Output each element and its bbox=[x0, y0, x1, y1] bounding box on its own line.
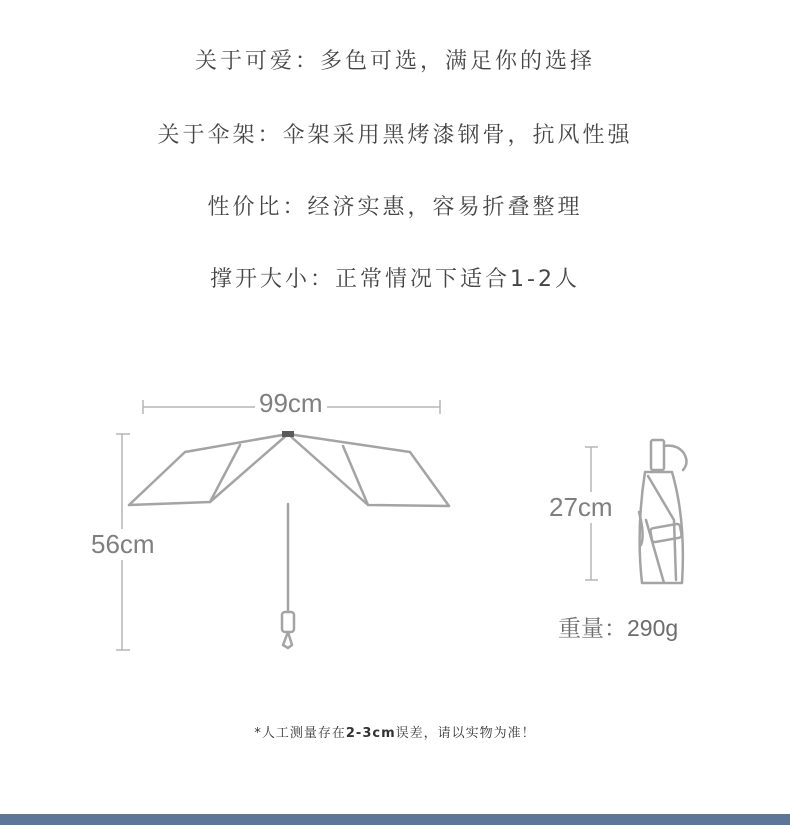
folded-length-label: 27cm bbox=[545, 492, 617, 523]
footnote-prefix: *人工测量存在 bbox=[254, 726, 346, 741]
footnote-range: 2-3cm bbox=[345, 726, 396, 741]
folded-umbrella-icon bbox=[639, 440, 687, 583]
open-umbrella-icon bbox=[129, 434, 449, 648]
feature-label: 撑开大小： bbox=[210, 267, 336, 292]
feature-text: 伞架采用黑烤漆钢骨，抗风性强 bbox=[282, 123, 633, 148]
height-label: 56cm bbox=[87, 529, 159, 560]
feature-label: 性价比： bbox=[207, 195, 308, 220]
weight-label: 重量：290g bbox=[558, 615, 679, 641]
umbrella-tip bbox=[282, 431, 294, 437]
feature-text: 经济实惠，容易折叠整理 bbox=[307, 195, 583, 220]
width-label: 99cm bbox=[255, 388, 327, 419]
bottom-accent-bar bbox=[0, 814, 790, 825]
feature-label: 关于伞架： bbox=[157, 123, 283, 148]
footnote-suffix: 误差，请以实物为准！ bbox=[395, 726, 536, 741]
measurement-footnote bbox=[0, 722, 790, 741]
feature-label: 关于可爱： bbox=[194, 49, 320, 74]
feature-text: 多色可选，满足你的选择 bbox=[320, 49, 596, 74]
feature-text: 正常情况下适合1-2人 bbox=[335, 267, 580, 292]
